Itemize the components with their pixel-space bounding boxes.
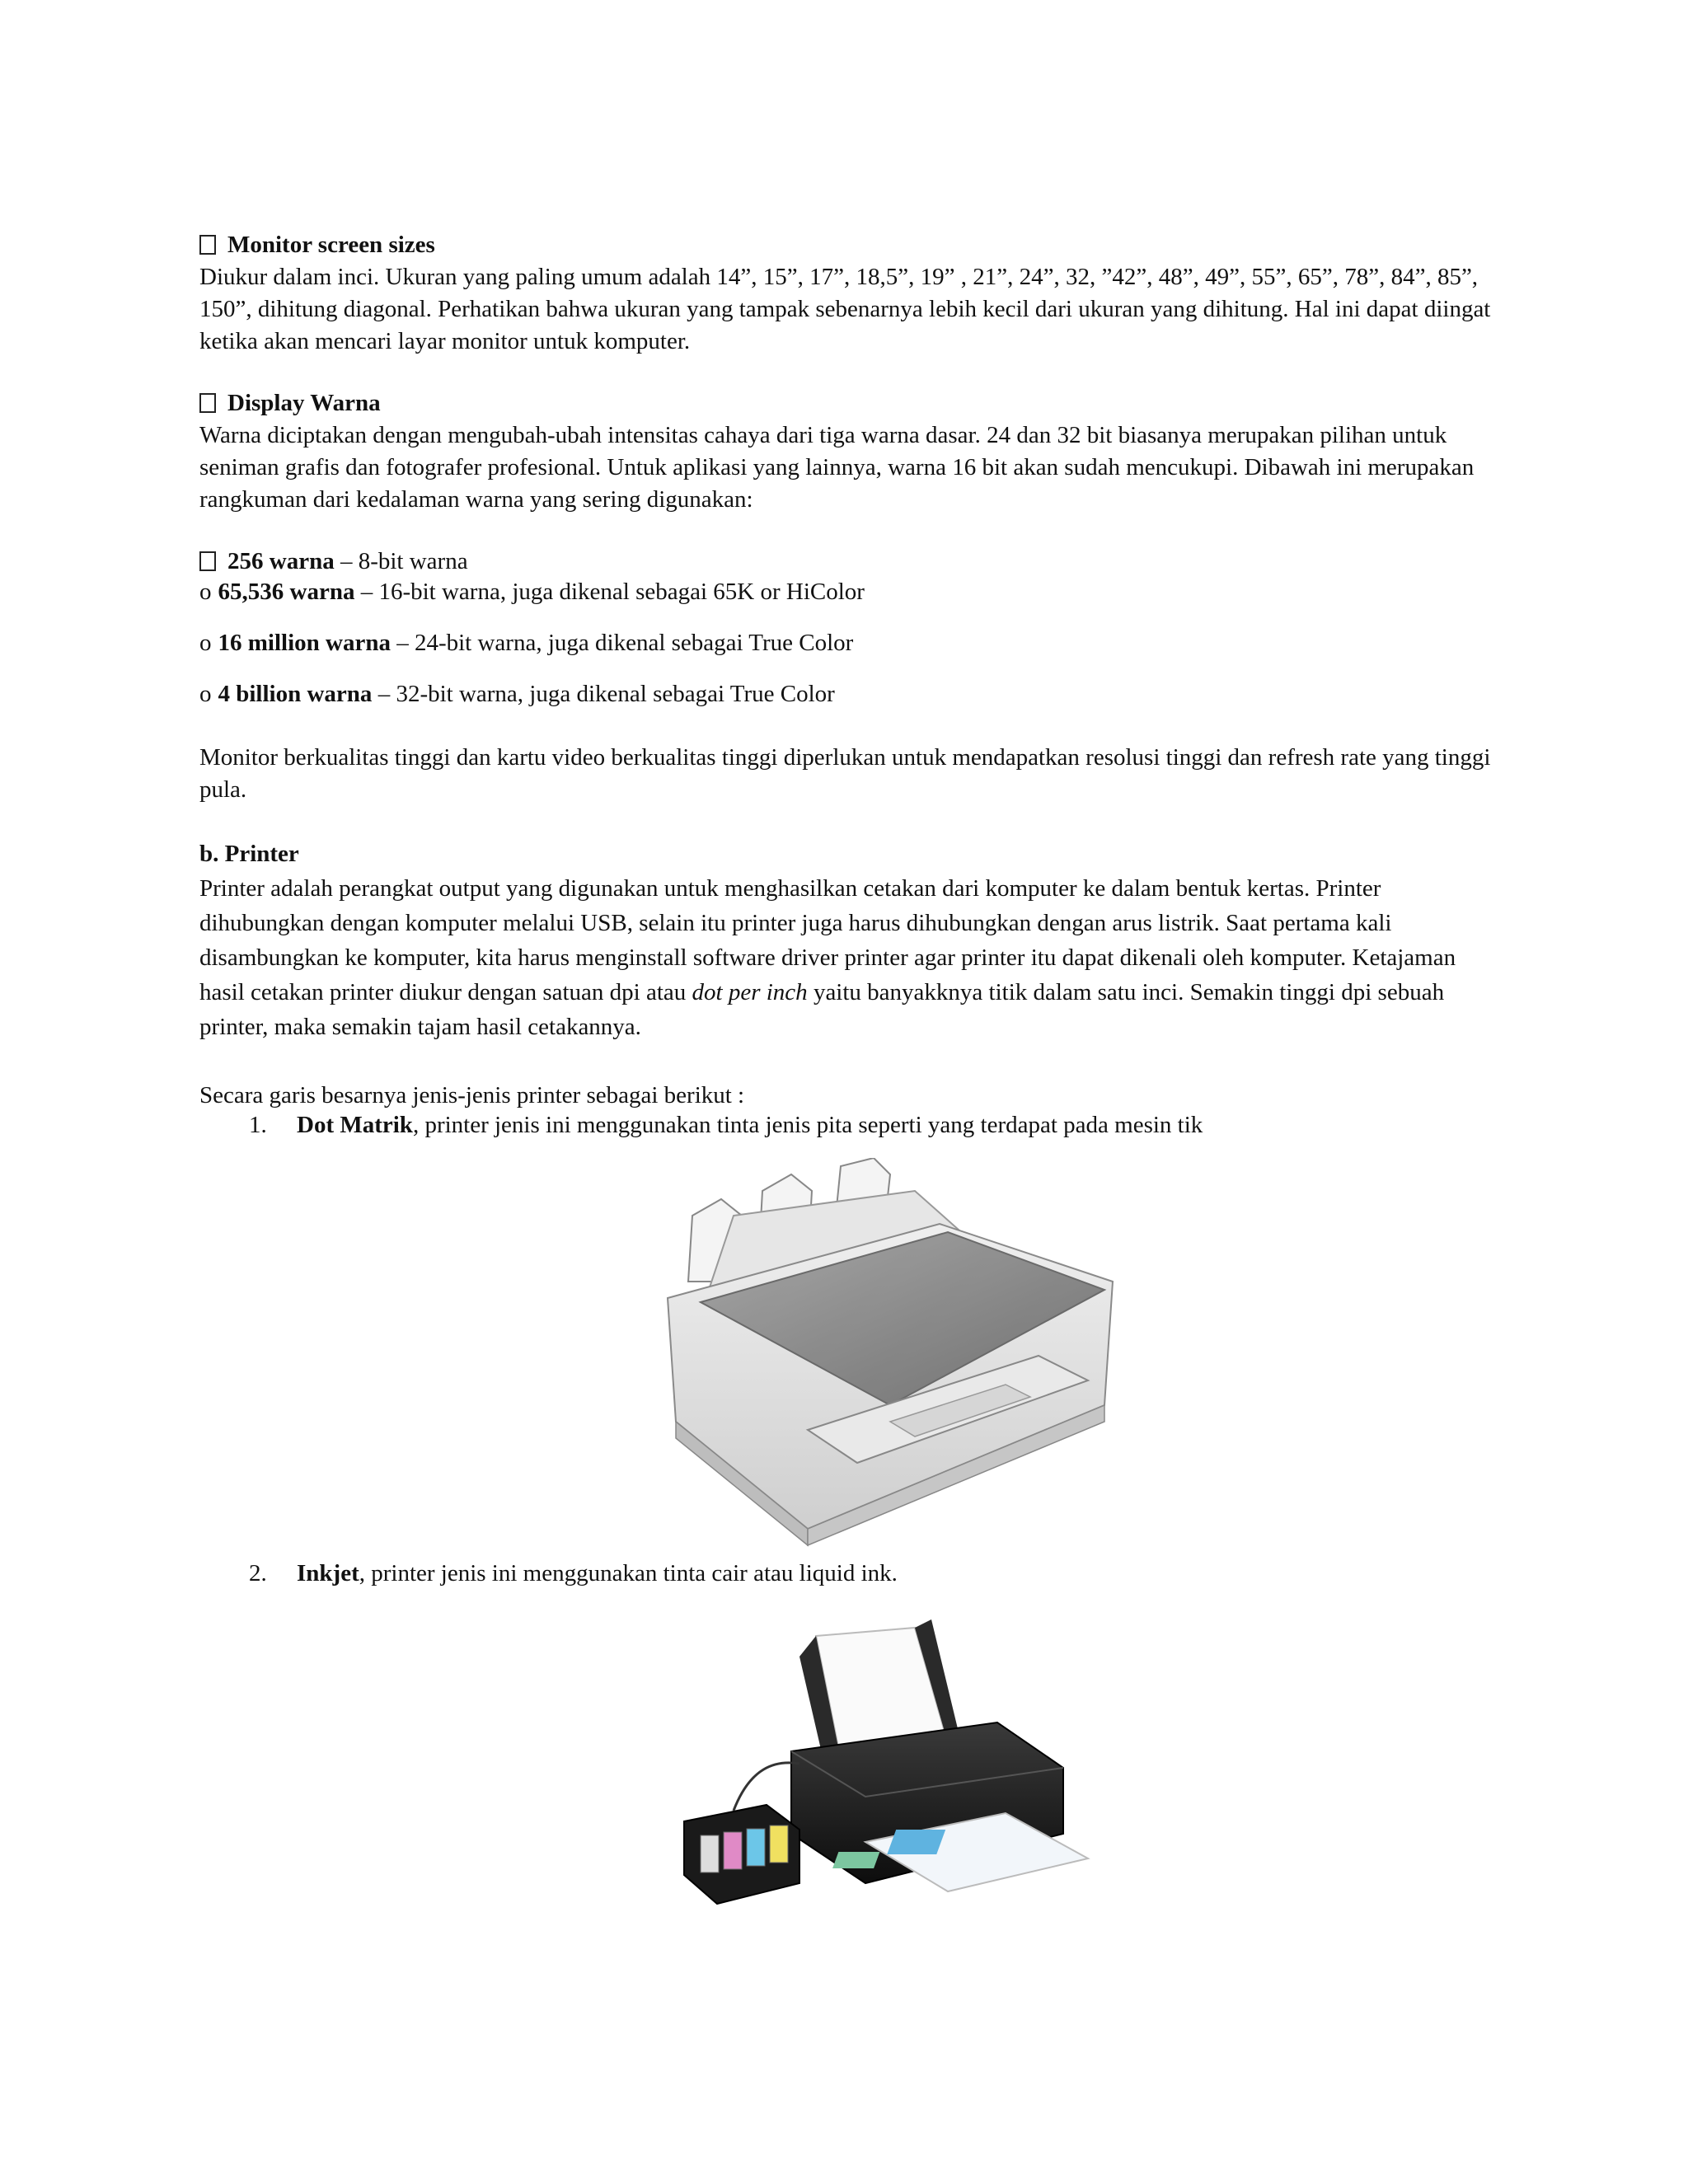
list-marker: o (199, 579, 212, 605)
checkbox-bullet-icon (199, 235, 216, 255)
color-item: o 65,536 warna – 16-bit warna, juga dikenal sebagai 65K or HiColor (199, 579, 865, 605)
printer-types-intro: Secara garis besarnya jenis-jenis printer sebagai berikut : (199, 1082, 745, 1108)
printer-body: Printer adalah perangkat output yang digunakan untuk menghasilkan cetakan dari komputer ke dalam bentuk kertas. Printer dihubungkan dengan komputer melalui USB, selain itu printer juga harus dihubungkan dengan arus listrik. Saat pertama kali disambungkan ke komputer, kita harus menginstall software driver printer agar printer itu dapat dikenali oleh komputer. Ketajaman hasil cetakan printer diukur dengan satuan dpi atau dot per inch yaitu banyakknya titik dalam satu inci. Semakin tinggi dpi sebuah printer, maka semakin tajam hasil cetakannya. (199, 875, 1456, 1040)
display-section (199, 387, 1502, 516)
printer-heading: b. Printer (199, 841, 299, 867)
printer-section (199, 837, 1502, 1044)
color-item: o 4 billion warna – 32-bit warna, juga dikenal sebagai True Color (199, 681, 835, 707)
list-marker: o (199, 630, 212, 656)
color-item: o 16 million warna – 24-bit warna, juga dikenal sebagai True Color (199, 630, 854, 656)
list-item-dot-matrix: 1. Dot Matrik, printer jenis ini menggunakan tinta jenis pita seperti yang terdapat pada mesin tik (249, 1112, 1203, 1138)
monitor-note: Monitor berkualitas tinggi dan kartu video berkualitas tinggi diperlukan untuk mendapatkan resolusi tinggi dan refresh rate yang tinggi pula. (199, 744, 1491, 803)
list-item-inkjet: 2. Inkjet, printer jenis ini menggunakan tinta cair atau liquid ink. (249, 1560, 898, 1586)
checkbox-bullet-icon (199, 551, 216, 571)
display-body: Warna diciptakan dengan mengubah-ubah intensitas cahaya dari tiga warna dasar. 24 dan 32 bit biasanya merupakan pilihan untuk seniman grafis dan fotografer profesional. Untuk aplikasi yang lainnya, warna 16 bit akan sudah mencukupi. Dibawah ini merupakan rangkuman dari kedalaman warna yang sering digunakan: (199, 422, 1475, 513)
display-heading: Display Warna (199, 387, 1502, 419)
checkbox-bullet-icon (199, 393, 216, 413)
dot-matrix-printer-image (643, 1158, 1137, 1554)
list-marker: o (199, 681, 212, 707)
monitor-heading: Monitor screen sizes (199, 229, 1502, 261)
inkjet-printer-image (676, 1619, 1096, 1924)
monitor-body: Diukur dalam inci. Ukuran yang paling umum adalah 14”, 15”, 17”, 18,5”, 19” , 21”, 24”, 32, ”42”, 48”, 49”, 55”, 65”, 78”, 84”, 85”, 150”, dihitung diagonal. Perhatikan bahwa ukuran yang tampak sebenarnya lebih kecil dari ukuran yang dihitung. Hal ini dapat diingat ketika akan mencari layar monitor untuk komputer. (199, 264, 1491, 354)
color-item: 256 warna – 8-bit warna (199, 546, 1502, 578)
monitor-section (199, 229, 1502, 358)
